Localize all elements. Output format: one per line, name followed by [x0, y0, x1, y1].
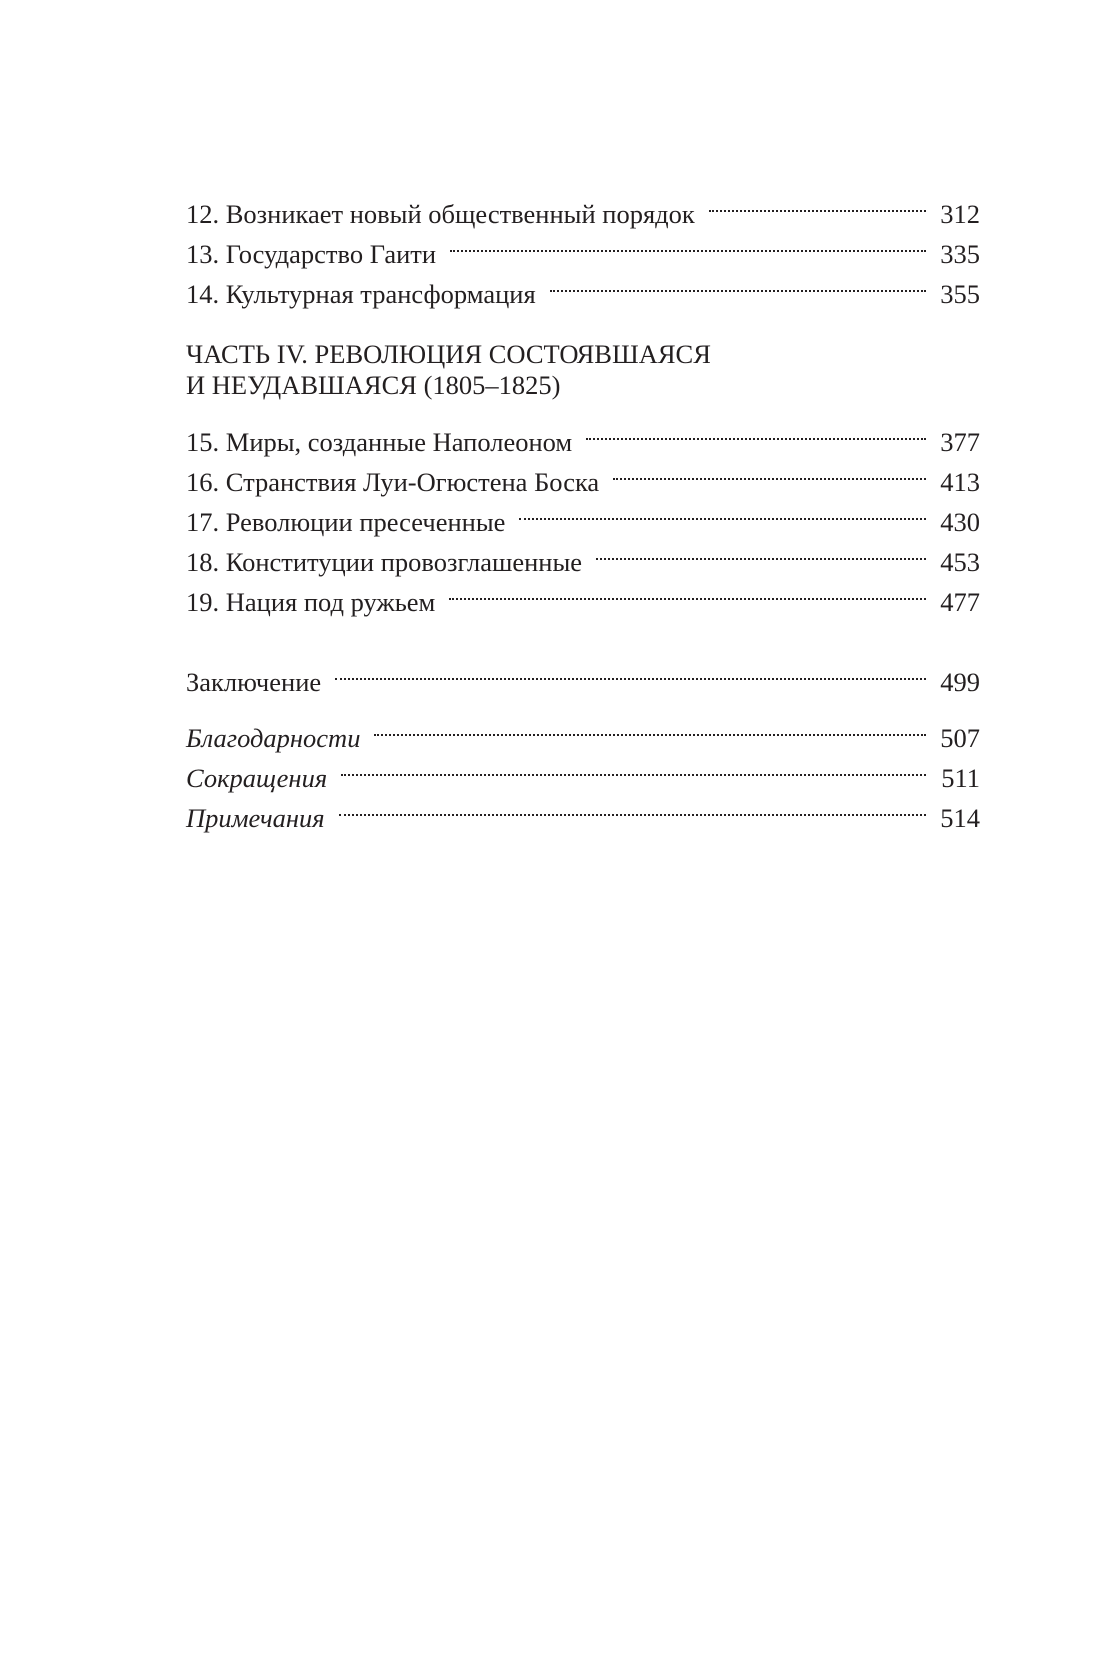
toc-entry-page: 377 [940, 427, 980, 457]
dot-leader [519, 491, 926, 531]
toc-entry-page: 413 [940, 467, 980, 497]
toc-entry-title: 17. Революции пресеченные [186, 507, 506, 537]
dot-leader [596, 531, 926, 571]
toc-entry-title: 19. Нация под ружьем [186, 587, 436, 617]
dot-leader [586, 411, 926, 451]
toc-entry-title: 13. Государство Гаити [186, 239, 437, 269]
toc-entry-page: 312 [940, 199, 980, 229]
dot-leader [709, 183, 926, 223]
toc-entry-15[interactable] [186, 411, 980, 457]
toc-entry-title: 16. Странствия Луи-Огюстена Боска [186, 467, 600, 497]
dot-leader [335, 651, 926, 691]
toc-entry-page: 507 [940, 723, 980, 753]
toc-entry-conclusion[interactable] [186, 651, 980, 697]
dot-leader [341, 747, 926, 787]
part-heading-line-2: И НЕУДАВШАЯСЯ (1805–1825) [186, 370, 561, 400]
dot-leader [613, 451, 926, 491]
table-of-contents [186, 183, 980, 833]
dot-leader [449, 571, 926, 611]
dot-leader [374, 707, 926, 747]
toc-entry-page: 511 [941, 763, 980, 793]
toc-entry-12[interactable] [186, 183, 980, 229]
dot-leader [450, 223, 926, 263]
part-heading [186, 339, 980, 401]
toc-entry-title: Благодарности [186, 723, 361, 753]
toc-entry-title: 15. Миры, созданные Наполеоном [186, 427, 573, 457]
dot-leader [339, 787, 926, 827]
toc-entry-page: 355 [940, 279, 980, 309]
toc-entry-page: 514 [940, 803, 980, 833]
toc-entry-page: 477 [940, 587, 980, 617]
toc-entry-page: 335 [940, 239, 980, 269]
toc-entry-title: Примечания [186, 803, 325, 833]
part-heading-line-1: ЧАСТЬ IV. РЕВОЛЮЦИЯ СОСТОЯВШАЯСЯ [186, 339, 711, 369]
toc-entry-page: 453 [940, 547, 980, 577]
toc-entry-title: 12. Возникает новый общественный порядок [186, 199, 695, 229]
toc-entry-acknowledgements[interactable] [186, 707, 980, 753]
toc-entry-title: 14. Культурная трансформация [186, 279, 536, 309]
toc-entry-page: 430 [940, 507, 980, 537]
toc-entry-page: 499 [940, 667, 980, 697]
toc-entry-title: Заключение [186, 667, 322, 697]
dot-leader [550, 263, 926, 303]
toc-entry-title: Сокращения [186, 763, 328, 793]
toc-entry-title: 18. Конституции провозглашенные [186, 547, 583, 577]
